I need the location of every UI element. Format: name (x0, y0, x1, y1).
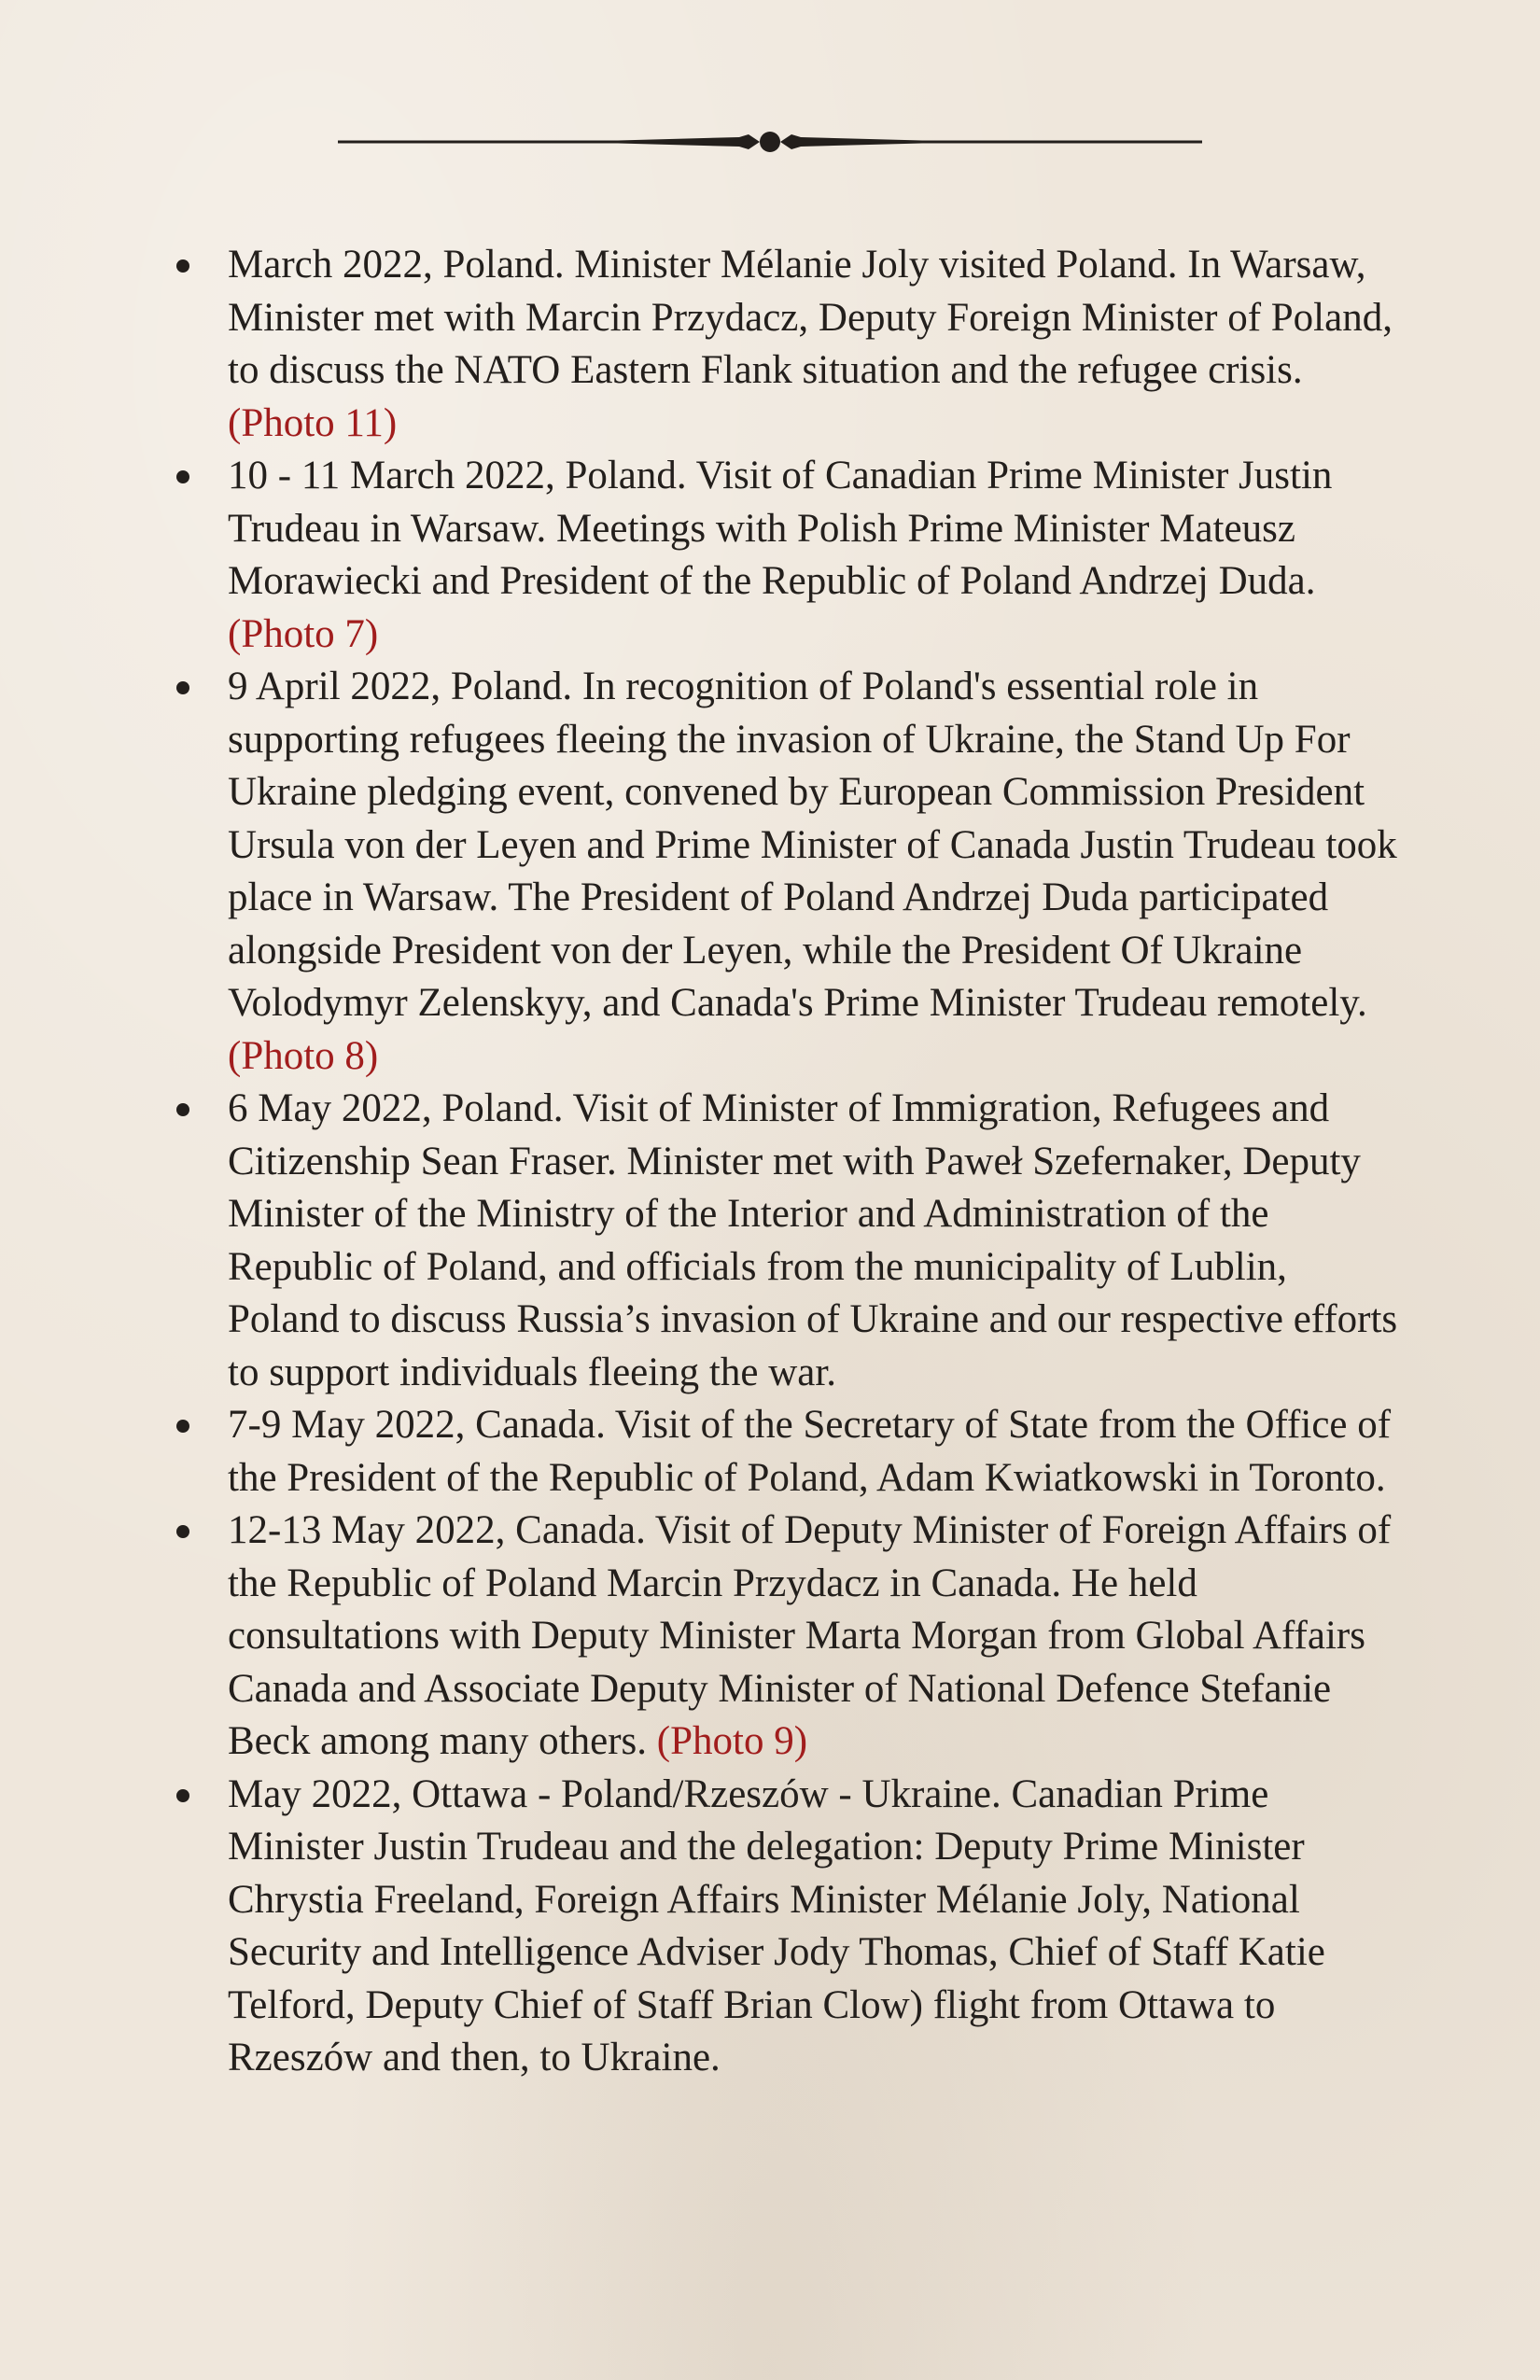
entry-text: 10 - 11 March 2022, Poland. Visit of Canadian Prime Minister Justin Trudeau in Warsaw. Meetings with Polish Prime Minister Mateusz Morawiecki and President of the Republic of Poland Andrzej Duda. (228, 454, 1333, 603)
bullet-dot-icon (176, 1525, 189, 1538)
list-item (168, 239, 1400, 450)
bullet-dot-icon (176, 681, 189, 694)
list-item (168, 1769, 1400, 2085)
list-item (168, 1399, 1400, 1505)
bullet-dot-icon (176, 1103, 189, 1116)
decorative-divider-icon (338, 121, 1202, 162)
list-item (168, 1505, 1400, 1769)
bullet-dot-icon (176, 259, 189, 273)
entry-text: March 2022, Poland. Minister Mélanie Joly visited Poland. In Warsaw, Minister met with Marcin Przydacz, Deputy Foreign Minister of Poland, to discuss the NATO Eastern Flank situation and the refugee crisis. (228, 243, 1393, 392)
entry-text: 12-13 May 2022, Canada. Visit of Deputy Minister of Foreign Affairs of the Republic of Poland Marcin Przydacz in Canada. He held consultations with Deputy Minister Marta Morgan from Global Affairs Canada and Associate Deputy Minister of National Defence Stefanie Beck among many others. (228, 1508, 1392, 1763)
bullet-dot-icon (176, 470, 189, 483)
entry-text: 9 April 2022, Poland. In recognition of Poland's essential role in supporting refugees fleeing the invasion of Ukraine, the Stand Up For Ukraine pledging event, convened by European Commission President Ursula von der Leyen and Prime Minister of Canada Justin Trudeau took place in Warsaw. The President of Poland Andrzej Duda participated alongside President von der Leyen, while the President Of Ukraine Volodymyr Zelenskyy, and Canada's Prime Minister Trudeau remotely. (228, 665, 1397, 1025)
entry-text: May 2022, Ottawa - Poland/Rzeszów - Ukraine. Canadian Prime Minister Justin Trudeau and the delegation: Deputy Prime Minister Chrystia Freeland, Foreign Affairs Minister Mélanie Joly, National Security and Intelligence Adviser Jody Thomas, Chief of Staff Katie Telford, Deputy Chief of Staff Brian Clow) flight from Ottawa to Rzeszów and then, to Ukraine. (228, 1771, 1325, 2079)
photo-reference: (Photo 11) (228, 400, 398, 445)
event-list (168, 239, 1400, 2085)
list-item (168, 1083, 1400, 1399)
bullet-dot-icon (176, 1789, 189, 1802)
bullet-dot-icon (176, 1420, 189, 1433)
photo-reference: (Photo 8) (228, 1033, 379, 1078)
entry-text: 7-9 May 2022, Canada. Visit of the Secretary of State from the Office of the President of the Republic of Poland, Adam Kwiatkowski in Toronto. (228, 1403, 1392, 1500)
list-item (168, 661, 1400, 1083)
photo-reference: (Photo 9) (656, 1719, 808, 1763)
photo-reference: (Photo 7) (228, 611, 379, 656)
list-item (168, 450, 1400, 661)
entry-text: 6 May 2022, Poland. Visit of Minister of Immigration, Refugees and Citizenship Sean Fraser. Minister met with Paweł Szefernaker, Deputy Minister of the Ministry of the Interior and Administration of the Republic of Poland, and officials from the municipality of Lublin, Poland to discuss Russia’s invasion of Ukraine and our respective efforts to support individuals fleeing the war. (228, 1086, 1398, 1394)
